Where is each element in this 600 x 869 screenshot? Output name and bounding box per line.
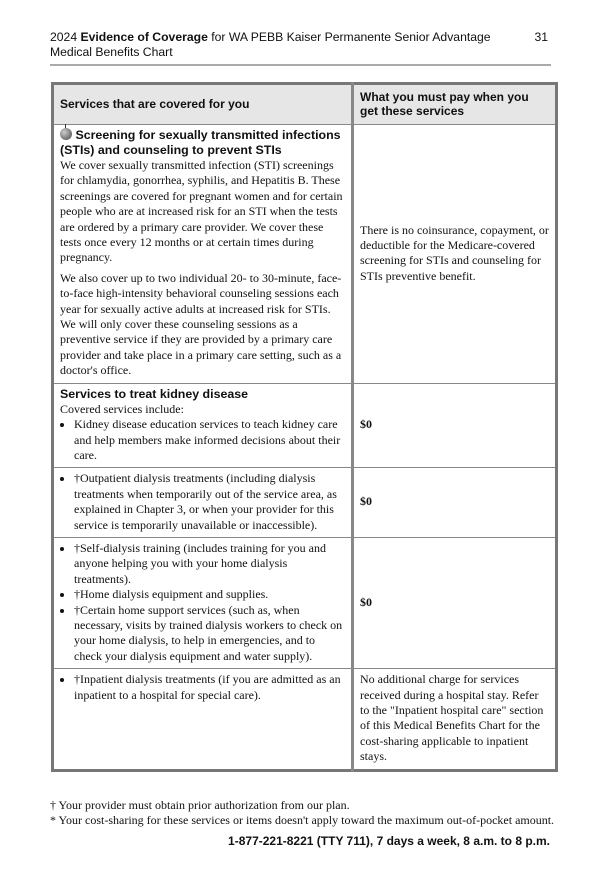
col-header-cost: What you must pay when you get these services [353, 84, 557, 125]
list-item: • †Certain home support services (such as, when necessary, visits by trained dialysis workers to check on your home dialysis, to help in emergencies, and to check your dialysis equipment and water supply). [74, 603, 345, 665]
outpatient-dialysis-cost: $0 [353, 468, 557, 538]
home-dialysis-cost: $0 [353, 537, 557, 668]
sti-paragraph-2: We also cover up to two individual 20- to 30-minute, face-to-face high-intensity behavioral counseling sessions each year for sexually active adults at increased risk for STIs. We will only cover these counseling sessions as a preventive service if they are provided by a primary care provider and take place in a primary care setting, such as a doctor's office. [60, 270, 342, 378]
table-row [53, 468, 557, 538]
footnotes [50, 798, 558, 828]
list-item: • †Outpatient dialysis treatments (including dialysis treatments when temporarily out of the service area, as explained in Chapter 3, or when your provider for this service is temporarily unavailable or inaccessible). [74, 471, 345, 533]
inpatient-dialysis-cell [53, 669, 353, 770]
footer-phone: 1-877-221-8221 (TTY 711), 7 days a week, 8 a.m. to 8 p.m. [228, 833, 550, 848]
footnote-asterisk: * Your cost-sharing for these services or items doesn't apply toward the maximum out-of-pocket amount. [50, 812, 555, 827]
table-row [53, 383, 557, 468]
header-section: Medical Benefits Chart [50, 45, 173, 59]
list-item: • Kidney disease education services to teach kidney care and help members make informed decisions about their care. [74, 417, 345, 463]
footnote-dagger: † Your provider must obtain prior authorization from our plan. [50, 797, 350, 812]
kidney-intro: Covered services include: [60, 401, 184, 416]
kidney-services-cell [53, 383, 353, 468]
outpatient-dialysis-cell [53, 468, 353, 538]
sti-title: Screening for sexually transmitted infections (STIs) and counseling to prevent STIs [60, 128, 341, 157]
table-row [53, 125, 557, 384]
header-doc-title: Evidence of Coverage [80, 30, 208, 44]
running-header [50, 30, 510, 60]
sti-cost-cell: There is no coinsurance, copayment, or deductible for the Medicare-covered screening for STIs and counseling for STIs preventive benefit. [353, 125, 557, 384]
col-header-services: Services that are covered for you [53, 84, 353, 125]
header-year: 2024 [50, 30, 78, 44]
table-header-row [53, 84, 557, 125]
benefits-table [51, 82, 558, 772]
kidney-cost-cell: $0 [353, 383, 557, 468]
table-row [53, 537, 557, 668]
running-header-bar [50, 30, 558, 60]
inpatient-dialysis-cost: No additional charge for services received during a hospital stay. Refer to the "Inpatient hospital care" section of this Medical Benefits Chart for the cost-sharing applicable to inpatient stays. [353, 669, 557, 770]
sti-paragraph-1: We cover sexually transmitted infection (STI) screenings for chlamydia, gonorrhea, syphilis, and Hepatitis B. These screenings are covered for pregnant women and for certain people who are at increased risk for an STI when the tests are ordered by a primary care provider. We cover these tests once every 12 months or at certain times during pregnancy. [60, 158, 343, 265]
header-plan: for WA PEBB Kaiser Permanente Senior Advantage [211, 30, 491, 44]
sti-services-cell [53, 125, 353, 384]
table-row [53, 669, 557, 770]
header-rule [50, 64, 551, 66]
list-item: • †Self-dialysis training (includes training for you and anyone helping you with your home dialysis treatments). [74, 541, 345, 587]
page-number: 31 [534, 30, 548, 44]
kidney-title: Services to treat kidney disease [60, 386, 249, 401]
list-item: • †Inpatient dialysis treatments (if you are admitted as an inpatient to a hospital for special care). [74, 672, 345, 703]
home-dialysis-cell [53, 537, 353, 668]
apple-icon [60, 128, 72, 140]
list-item: • †Home dialysis equipment and supplies. [74, 587, 345, 602]
